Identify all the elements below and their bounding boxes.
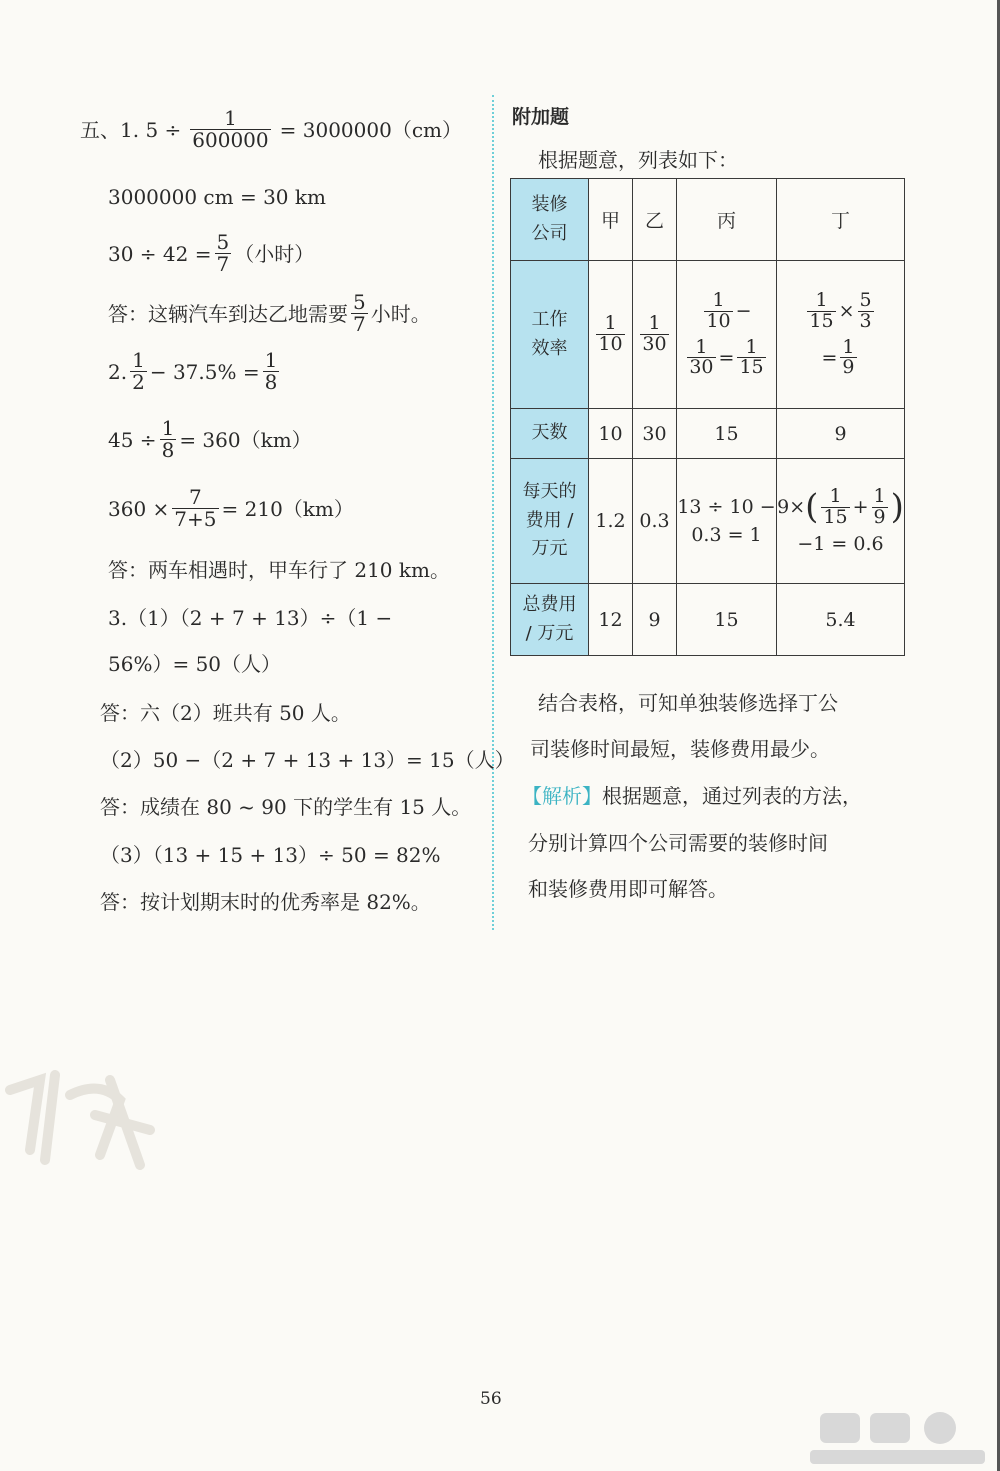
analysis-text: 和装修费用即可解答。 [528, 877, 728, 901]
answer-line: 360 × $\frac{7}{7+5}$ = 210（km） [108, 485, 354, 531]
analysis-text: 【解析】根据题意，通过列表的方法， [522, 784, 862, 808]
answer-line: 答：按计划期末时的优秀率是 82%。 [100, 890, 431, 914]
col-header: 丙 [677, 179, 777, 261]
table-cell: 15 [677, 584, 777, 656]
header-cell: 装修 公司 [511, 179, 589, 261]
table-cell: 9 [633, 584, 677, 656]
answer-line: 答：这辆汽车到达乙地需要 $\frac{5}{7}$ 小时。 [108, 290, 431, 336]
site-logo-watermark [800, 1408, 995, 1468]
analysis-tag: 【解析】 [522, 784, 602, 808]
table-cell: $\frac{1}{15}$ × $\frac{5}{3}$ = $\frac{1}{9}$ [777, 261, 905, 409]
conclusion-text: 结合表格，可知单独装修选择丁公 [538, 691, 838, 715]
table-cell: 0.3 [633, 459, 677, 584]
answer-5-2: 2. $\frac{1}{2}$ − 37.5% = $\frac{1}{8}$ [108, 348, 278, 394]
header-cell: 总费用 / 万元 [511, 584, 589, 656]
answer-line: 45 ÷ $\frac{1}{8}$ = 360（km） [108, 416, 312, 462]
col-header: 甲 [589, 179, 633, 261]
table-cell: 15 [677, 409, 777, 459]
answer-line: 56%）= 50（人） [108, 652, 282, 676]
table-cell: 5.4 [777, 584, 905, 656]
answer-line: 答：两车相遇时，甲车行了 210 km。 [108, 558, 450, 582]
answer-line: 30 ÷ 42 = $\frac{5}{7}$ （小时） [108, 230, 315, 276]
analysis-text: 分别计算四个公司需要的装修时间 [528, 831, 828, 855]
answer-line: 答：成绩在 80 ~ 90 下的学生有 15 人。 [100, 795, 472, 819]
table-cell: $\frac{1}{10}$ [589, 261, 633, 409]
table-cell: $\frac{1}{30}$ [633, 261, 677, 409]
table-cell: $\frac{1}{10}$ − $\frac{1}{30}$ = $\frac{1}{15}$ [677, 261, 777, 409]
answer-line: （2）50 −（2 + 7 + 13 + 13）= 15（人） [100, 748, 515, 772]
table-cell: 30 [633, 409, 677, 459]
fraction: $\frac{1}{600000}$ [192, 106, 269, 152]
section-heading: 附加题 [512, 106, 570, 128]
faded-watermark-graphic [0, 1060, 160, 1180]
table-cell: 13 ÷ 10 − 0.3 = 1 [677, 459, 777, 584]
answer-line: 答：六（2）班共有 50 人。 [100, 701, 351, 725]
conclusion-text: 司装修时间最短，装修费用最少。 [530, 737, 830, 761]
comparison-table [510, 178, 905, 656]
answer-5-3: 3.（1）（2 + 7 + 13）÷（1 − [108, 606, 393, 630]
table-cell: 9 [777, 409, 905, 459]
page-number: 56 [480, 1389, 502, 1409]
table-cell: 12 [589, 584, 633, 656]
intro-text: 根据题意，列表如下： [538, 148, 738, 172]
table-cell: 9× ( $\frac{1}{15}$ + $\frac{1}{9}$ ) −1 = 0.6 [777, 459, 905, 584]
header-cell: 每天的 费用 / 万元 [511, 459, 589, 584]
answer-line: 3000000 cm = 30 km [108, 185, 326, 209]
column-divider [492, 95, 494, 930]
answer-5-1: 五、1. 5 ÷ $\frac{1}{600000}$ = 3000000（cm） [80, 106, 462, 152]
col-header: 乙 [633, 179, 677, 261]
col-header: 丁 [777, 179, 905, 261]
table-cell: 10 [589, 409, 633, 459]
scan-edge [994, 0, 1000, 1471]
table-cell: 1.2 [589, 459, 633, 584]
answer-line: （3）（13 + 15 + 13）÷ 50 = 82% [100, 843, 441, 867]
header-cell: 工作 效率 [511, 261, 589, 409]
header-cell: 天数 [511, 409, 589, 459]
